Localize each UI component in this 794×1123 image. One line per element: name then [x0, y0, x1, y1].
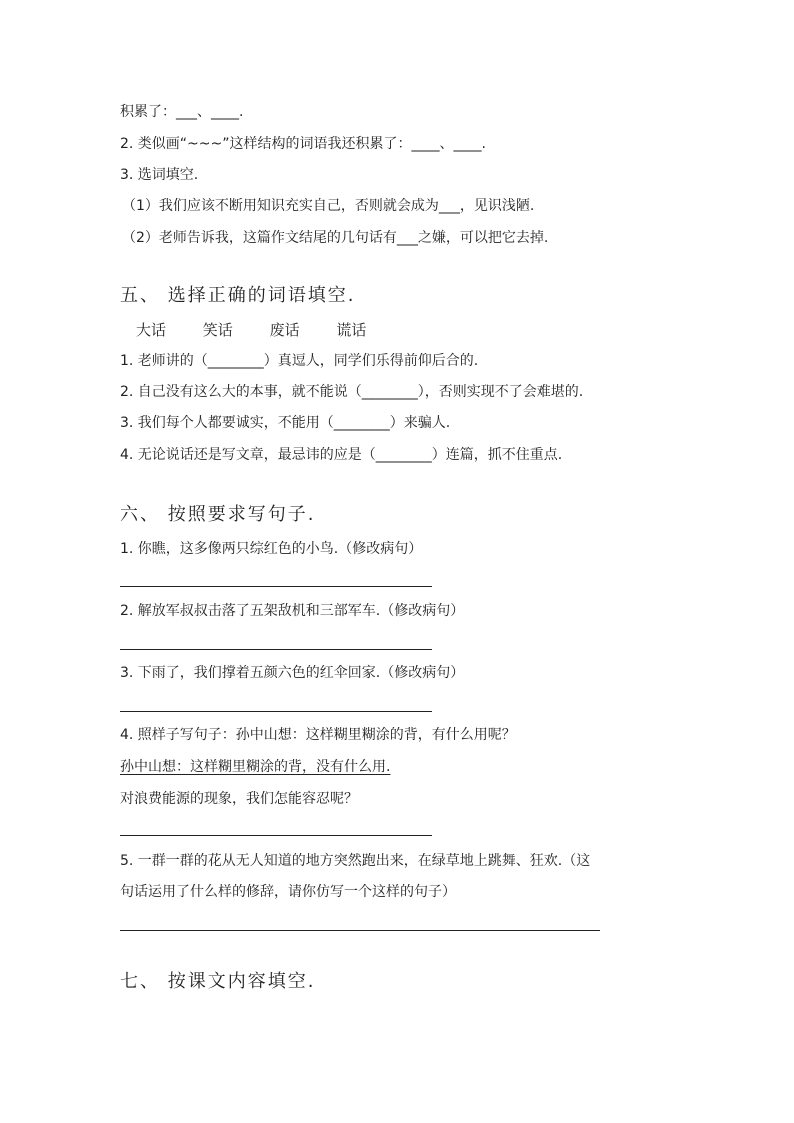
question-2: 2. 类似画“~~~”这样结构的词语我还积累了：____、____.: [120, 136, 486, 152]
section-6-question-4: 4. 照样子写句子：孙中山想：这样糊里糊涂的背，有什么用呢？: [120, 727, 516, 743]
section-5-item: 3. 我们每个人都要诚实，不能用（________）来骗人.: [120, 415, 451, 431]
word-bank-item: 大话: [136, 321, 167, 339]
question-3: 3. 选词填空.: [120, 167, 199, 183]
section-6-question-1: 1. 你瞧，这多像两只综红色的小鸟.（修改病句）: [120, 541, 423, 557]
section-5-item: 1. 老师讲的（________）真逗人，同学们乐得前仰后合的.: [120, 353, 479, 369]
word-bank-item: 谎话: [336, 321, 367, 339]
section-6-question-5-cont: 句话运用了什么样的修辞，请你仿写一个这样的句子）: [120, 884, 456, 900]
section-6-question-3: 3. 下雨了，我们撑着五颜六色的红伞回家.（修改病句）: [120, 665, 465, 681]
example-sentence: 孙中山想：这样糊里糊涂的背，没有什么用.: [120, 759, 391, 775]
question-3-2: （2）老师告诉我，这篇作文结尾的几句话有___之嫌，可以把它去掉.: [122, 230, 549, 246]
answer-line[interactable]: [120, 711, 432, 712]
section-6-question-2: 2. 解放军叔叔击落了五架敌机和三部军车.（修改病句）: [120, 603, 465, 619]
question-3-1: （1）我们应该不断用知识充实自己，否则就会成为___，见识浅陋.: [122, 198, 535, 214]
answer-line[interactable]: [120, 649, 432, 650]
word-bank-item: 废话: [269, 321, 300, 339]
section-5-item: 4. 无论说话还是写文章，最忌讳的应是（________）连篇，抓不住重点.: [120, 447, 563, 463]
word-bank-item: 笑话: [202, 321, 233, 339]
accumulated-line: 积累了：___、____.: [120, 104, 244, 120]
section-7-heading: 七、 按课文内容填空.: [120, 971, 316, 992]
answer-line[interactable]: [120, 835, 432, 836]
word-bank: [136, 320, 398, 340]
answer-line[interactable]: [120, 930, 600, 931]
section-5-heading: 五、 选择正确的词语填空.: [120, 285, 356, 306]
section-6-heading: 六、 按照要求写句子.: [120, 504, 316, 525]
section-5-item: 2. 自己没有这么大的本事，就不能说（________），否则实现不了会难堪的.: [120, 384, 584, 400]
section-6-question-5: 5. 一群一群的花从无人知道的地方突然跑出来，在绿草地上跳舞、狂欢.（这: [120, 853, 591, 869]
answer-line[interactable]: [120, 586, 432, 587]
rewrite-prompt: 对浪费能源的现象，我们怎能容忍呢？: [120, 791, 358, 807]
